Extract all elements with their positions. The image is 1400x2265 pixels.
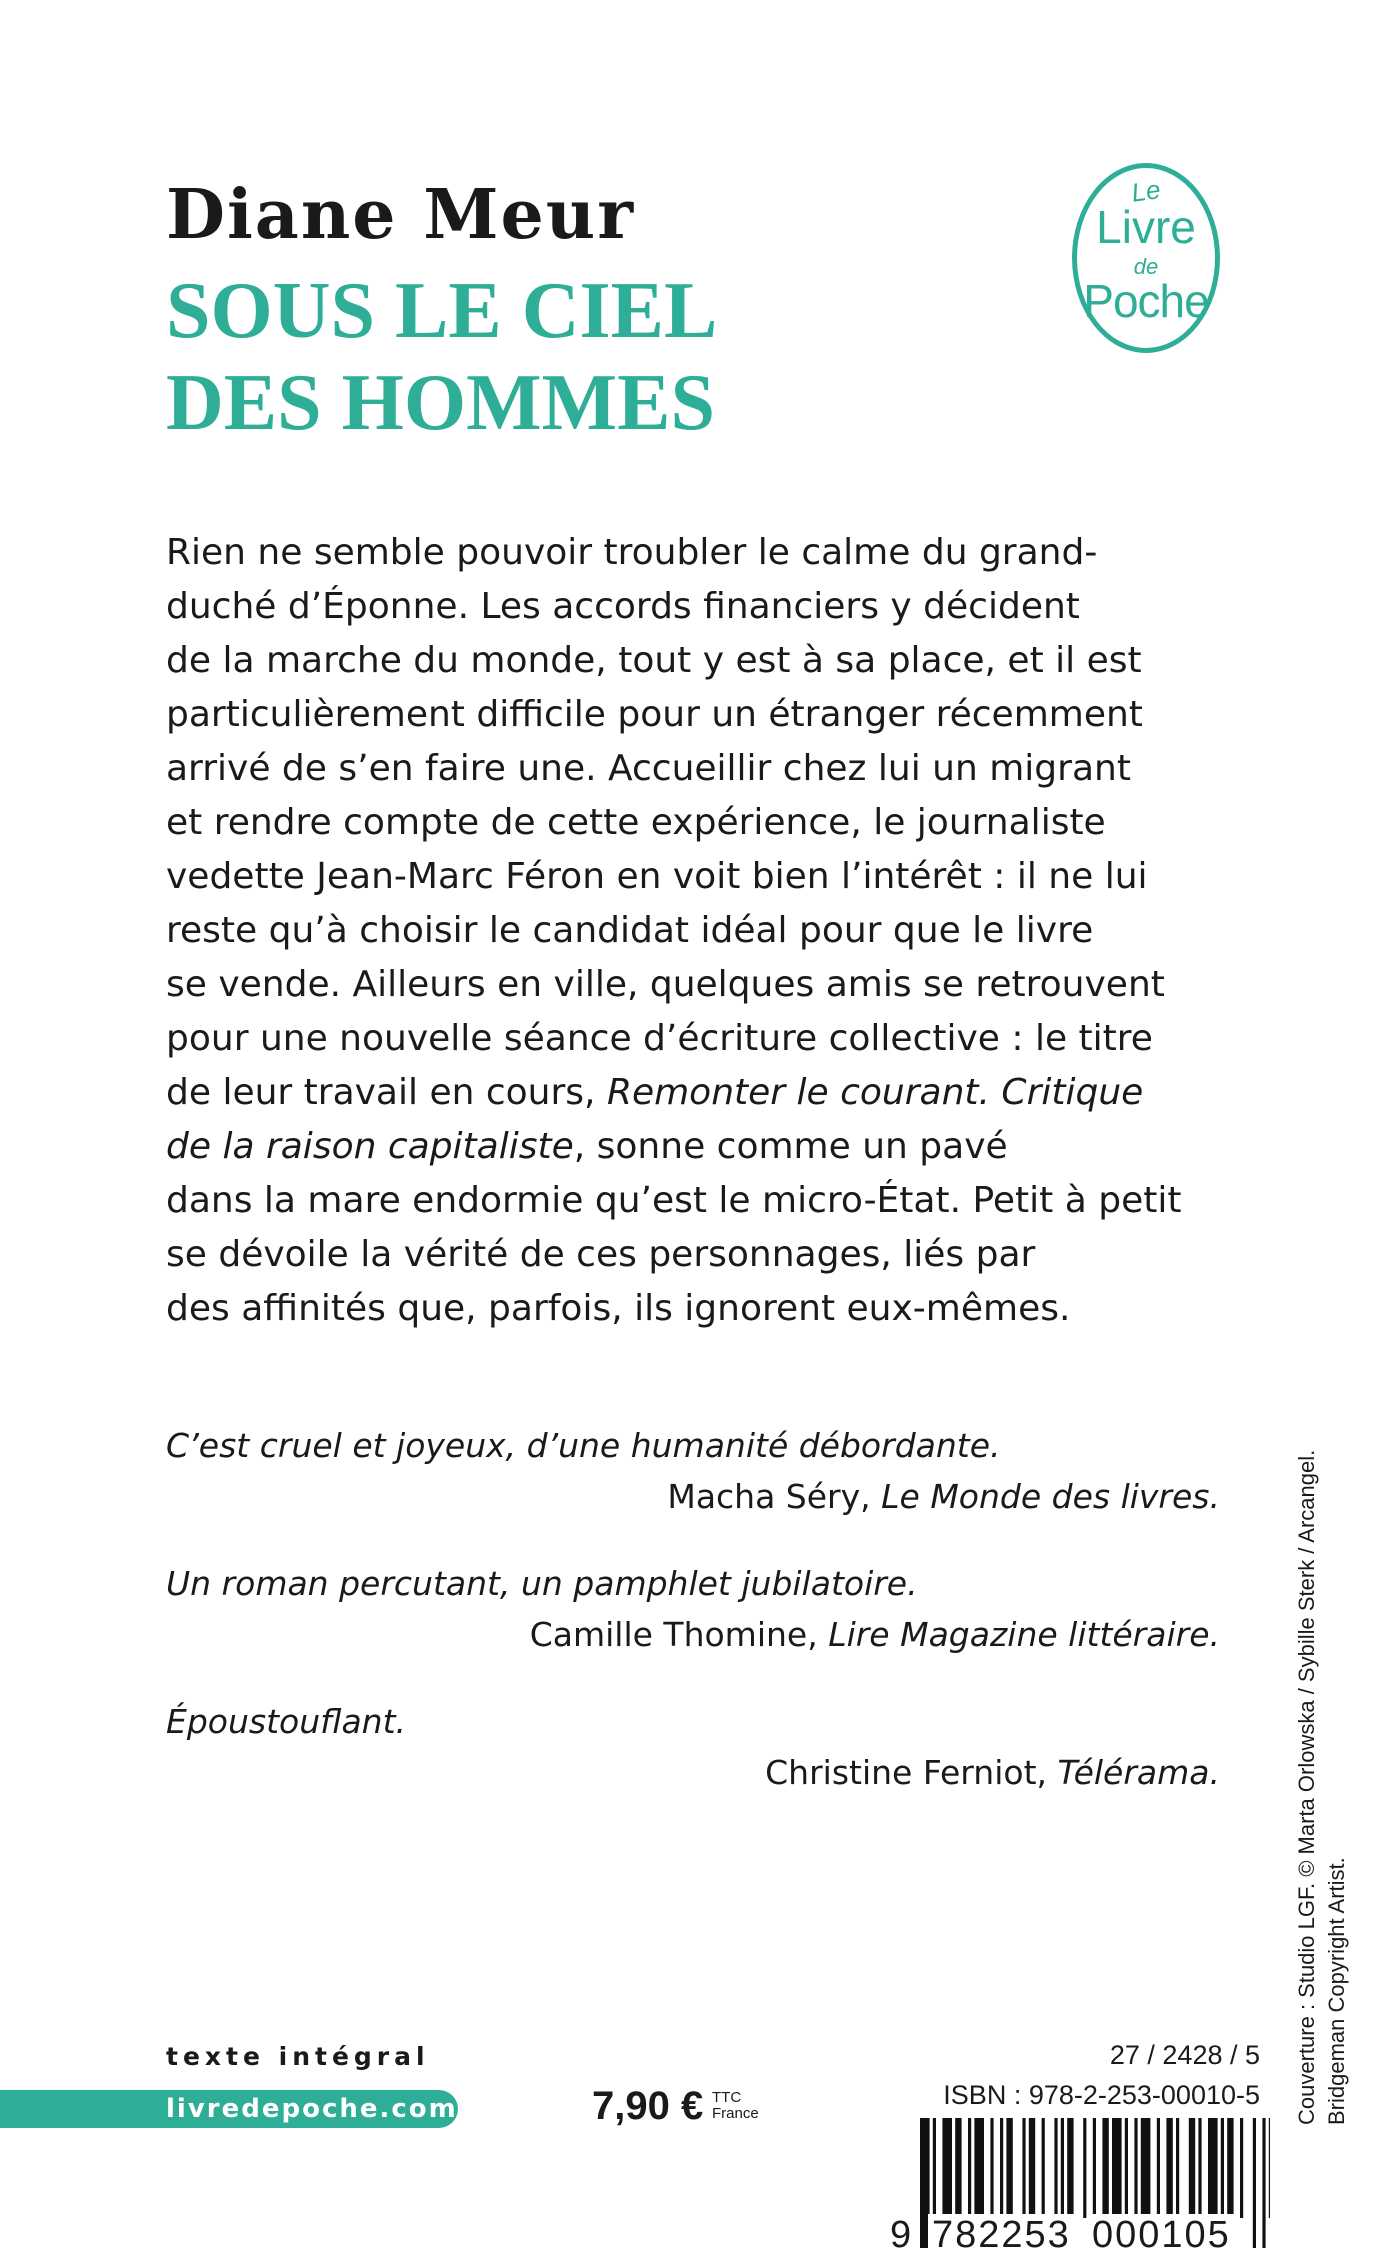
barcode-bar — [1240, 2118, 1243, 2218]
barcode-bar — [1054, 2118, 1057, 2218]
synopsis-line: particulièrement difficile pour un étranger récemment — [166, 694, 1143, 735]
barcode-bar — [1269, 2118, 1270, 2218]
quote-text: C’est cruel et joyeux, d’une humanité débordante. — [166, 1426, 1001, 1465]
synopsis-text: de leur travail en cours, — [166, 1072, 607, 1113]
quote-text: Époustouflant. — [166, 1702, 407, 1741]
le-livre-de-poche-logo-icon — [1072, 163, 1220, 353]
synopsis-line: Rien ne semble pouvoir troubler le calme du grand- — [166, 532, 1098, 573]
synopsis-line: arrivé de s’en faire une. Accueillir chez lui un migrant — [166, 748, 1131, 789]
barcode-digits — [890, 2214, 1270, 2254]
barcode-bar — [1125, 2118, 1128, 2218]
isbn: ISBN : 978-2-253-00010-5 — [943, 2080, 1260, 2110]
cover-credits-line-1: Couverture : Studio LGF. © Marta Orlowska / Sybille Sterk / Arcangel. — [1294, 1449, 1319, 2125]
barcode-bar — [968, 2118, 971, 2218]
barcode-bar — [1061, 2118, 1064, 2218]
price: 7,90 € — [592, 2084, 704, 2128]
press-quotes — [166, 1420, 1220, 1834]
synopsis-line: se vende. Ailleurs en ville, quelques amis se retrouvent — [166, 964, 1165, 1005]
synopsis-line: se dévoile la vérité de ces personnages, liés par — [166, 1234, 1036, 1275]
barcode-bar — [1227, 2118, 1233, 2218]
barcode-bar — [955, 2118, 961, 2218]
barcode-bar — [1157, 2118, 1160, 2218]
quote-publication: Télérama. — [1057, 1753, 1220, 1792]
author-name: Diane Meur — [166, 175, 636, 255]
synopsis-line — [166, 1120, 1226, 1174]
cover-credits — [1292, 1405, 1352, 2125]
logo-text-de: de — [1133, 254, 1159, 279]
barcode-bar — [1042, 2118, 1045, 2218]
synopsis-line: des affinités que, parfois, ils ignorent eux-mêmes. — [166, 1288, 1071, 1329]
synopsis-line: duché d’Éponne. Les accords financiers y décident — [166, 586, 1080, 627]
synopsis-italic-title: de la raison capitaliste — [166, 1126, 574, 1167]
quote-author: Macha Séry, — [667, 1477, 882, 1516]
quote-publication: Lire Magazine littéraire. — [828, 1615, 1220, 1654]
synopsis — [166, 526, 1226, 1336]
price-note-country: France — [712, 2105, 759, 2122]
quote-publication: Le Monde des livres. — [881, 1477, 1220, 1516]
barcode-bar — [1067, 2118, 1073, 2218]
quote-attribution — [166, 1471, 1220, 1522]
barcode-bar — [1093, 2118, 1096, 2218]
logo-text-poche: Poche — [1083, 275, 1209, 327]
cover-credits-line-2: Bridgeman Copyright Artist. — [1324, 1857, 1349, 2125]
barcode-bar — [1000, 2118, 1003, 2218]
barcode-bar — [1083, 2118, 1086, 2218]
synopsis-line — [166, 1066, 1226, 1120]
barcode-right-group: 000105 — [1088, 2214, 1235, 2257]
quote-attribution — [166, 1747, 1220, 1798]
book-title-line-2: DES HOMMES — [166, 359, 715, 447]
synopsis-line: vedette Jean-Marc Féron en voit bien l’intérêt : il ne lui — [166, 856, 1148, 897]
synopsis-line: dans la mare endormie qu’est le micro-État. Petit à petit — [166, 1180, 1182, 1221]
barcode-first-digit: 9 — [890, 2214, 912, 2256]
barcode-bar — [1189, 2118, 1195, 2218]
quote-author: Camille Thomine, — [529, 1615, 829, 1654]
barcode-bar — [1176, 2118, 1179, 2218]
barcode-left-group: 782253 — [928, 2214, 1075, 2257]
barcode-bar — [990, 2118, 993, 2218]
synopsis-italic-title: Remonter le courant. Critique — [606, 1072, 1144, 1113]
synopsis-line: reste qu’à choisir le candidat idéal pour que le livre — [166, 910, 1094, 951]
barcode-bar — [1198, 2118, 1201, 2218]
barcode-bar — [1134, 2118, 1137, 2218]
quote-text: Un roman percutant, un pamphlet jubilatoire. — [166, 1564, 918, 1603]
synopsis-text: , sonne comme un pavé — [573, 1126, 1008, 1167]
barcode-bar — [1022, 2118, 1025, 2218]
barcode-bar — [1208, 2118, 1218, 2218]
synopsis-line: et rendre compte de cette expérience, le journaliste — [166, 802, 1106, 843]
barcode-bar — [1029, 2118, 1035, 2218]
edition-number: 27 / 2428 / 5 — [1109, 2040, 1260, 2070]
price-note — [712, 2090, 759, 2122]
logo-text-le: Le — [1129, 174, 1163, 208]
website-link[interactable]: livredepoche.com — [166, 2094, 458, 2124]
barcode-bar — [1112, 2118, 1122, 2218]
barcode-bar — [942, 2118, 952, 2218]
texte-integral-label: texte intégral — [166, 2042, 430, 2071]
quote-attribution — [166, 1609, 1220, 1660]
quote-author: Christine Ferniot, — [765, 1753, 1058, 1792]
book-title-line-1: SOUS LE CIEL — [166, 267, 718, 355]
press-quote — [166, 1420, 1220, 1522]
barcode-bar — [1102, 2118, 1108, 2218]
synopsis-line: de la marche du monde, tout y est à sa place, et il est — [166, 640, 1142, 681]
barcode-bar — [974, 2118, 984, 2218]
logo-text-livre: Livre — [1096, 201, 1196, 253]
barcode-bar — [1006, 2118, 1012, 2218]
synopsis-line: pour une nouvelle séance d’écriture collective : le titre — [166, 1018, 1153, 1059]
press-quote — [166, 1558, 1220, 1660]
book-title — [166, 265, 717, 449]
barcode-bar — [1221, 2118, 1224, 2218]
barcode-bar — [1166, 2118, 1172, 2218]
press-quote — [166, 1696, 1220, 1798]
barcode-bar — [1141, 2118, 1151, 2218]
price-note-ttc: TTC — [712, 2089, 742, 2106]
